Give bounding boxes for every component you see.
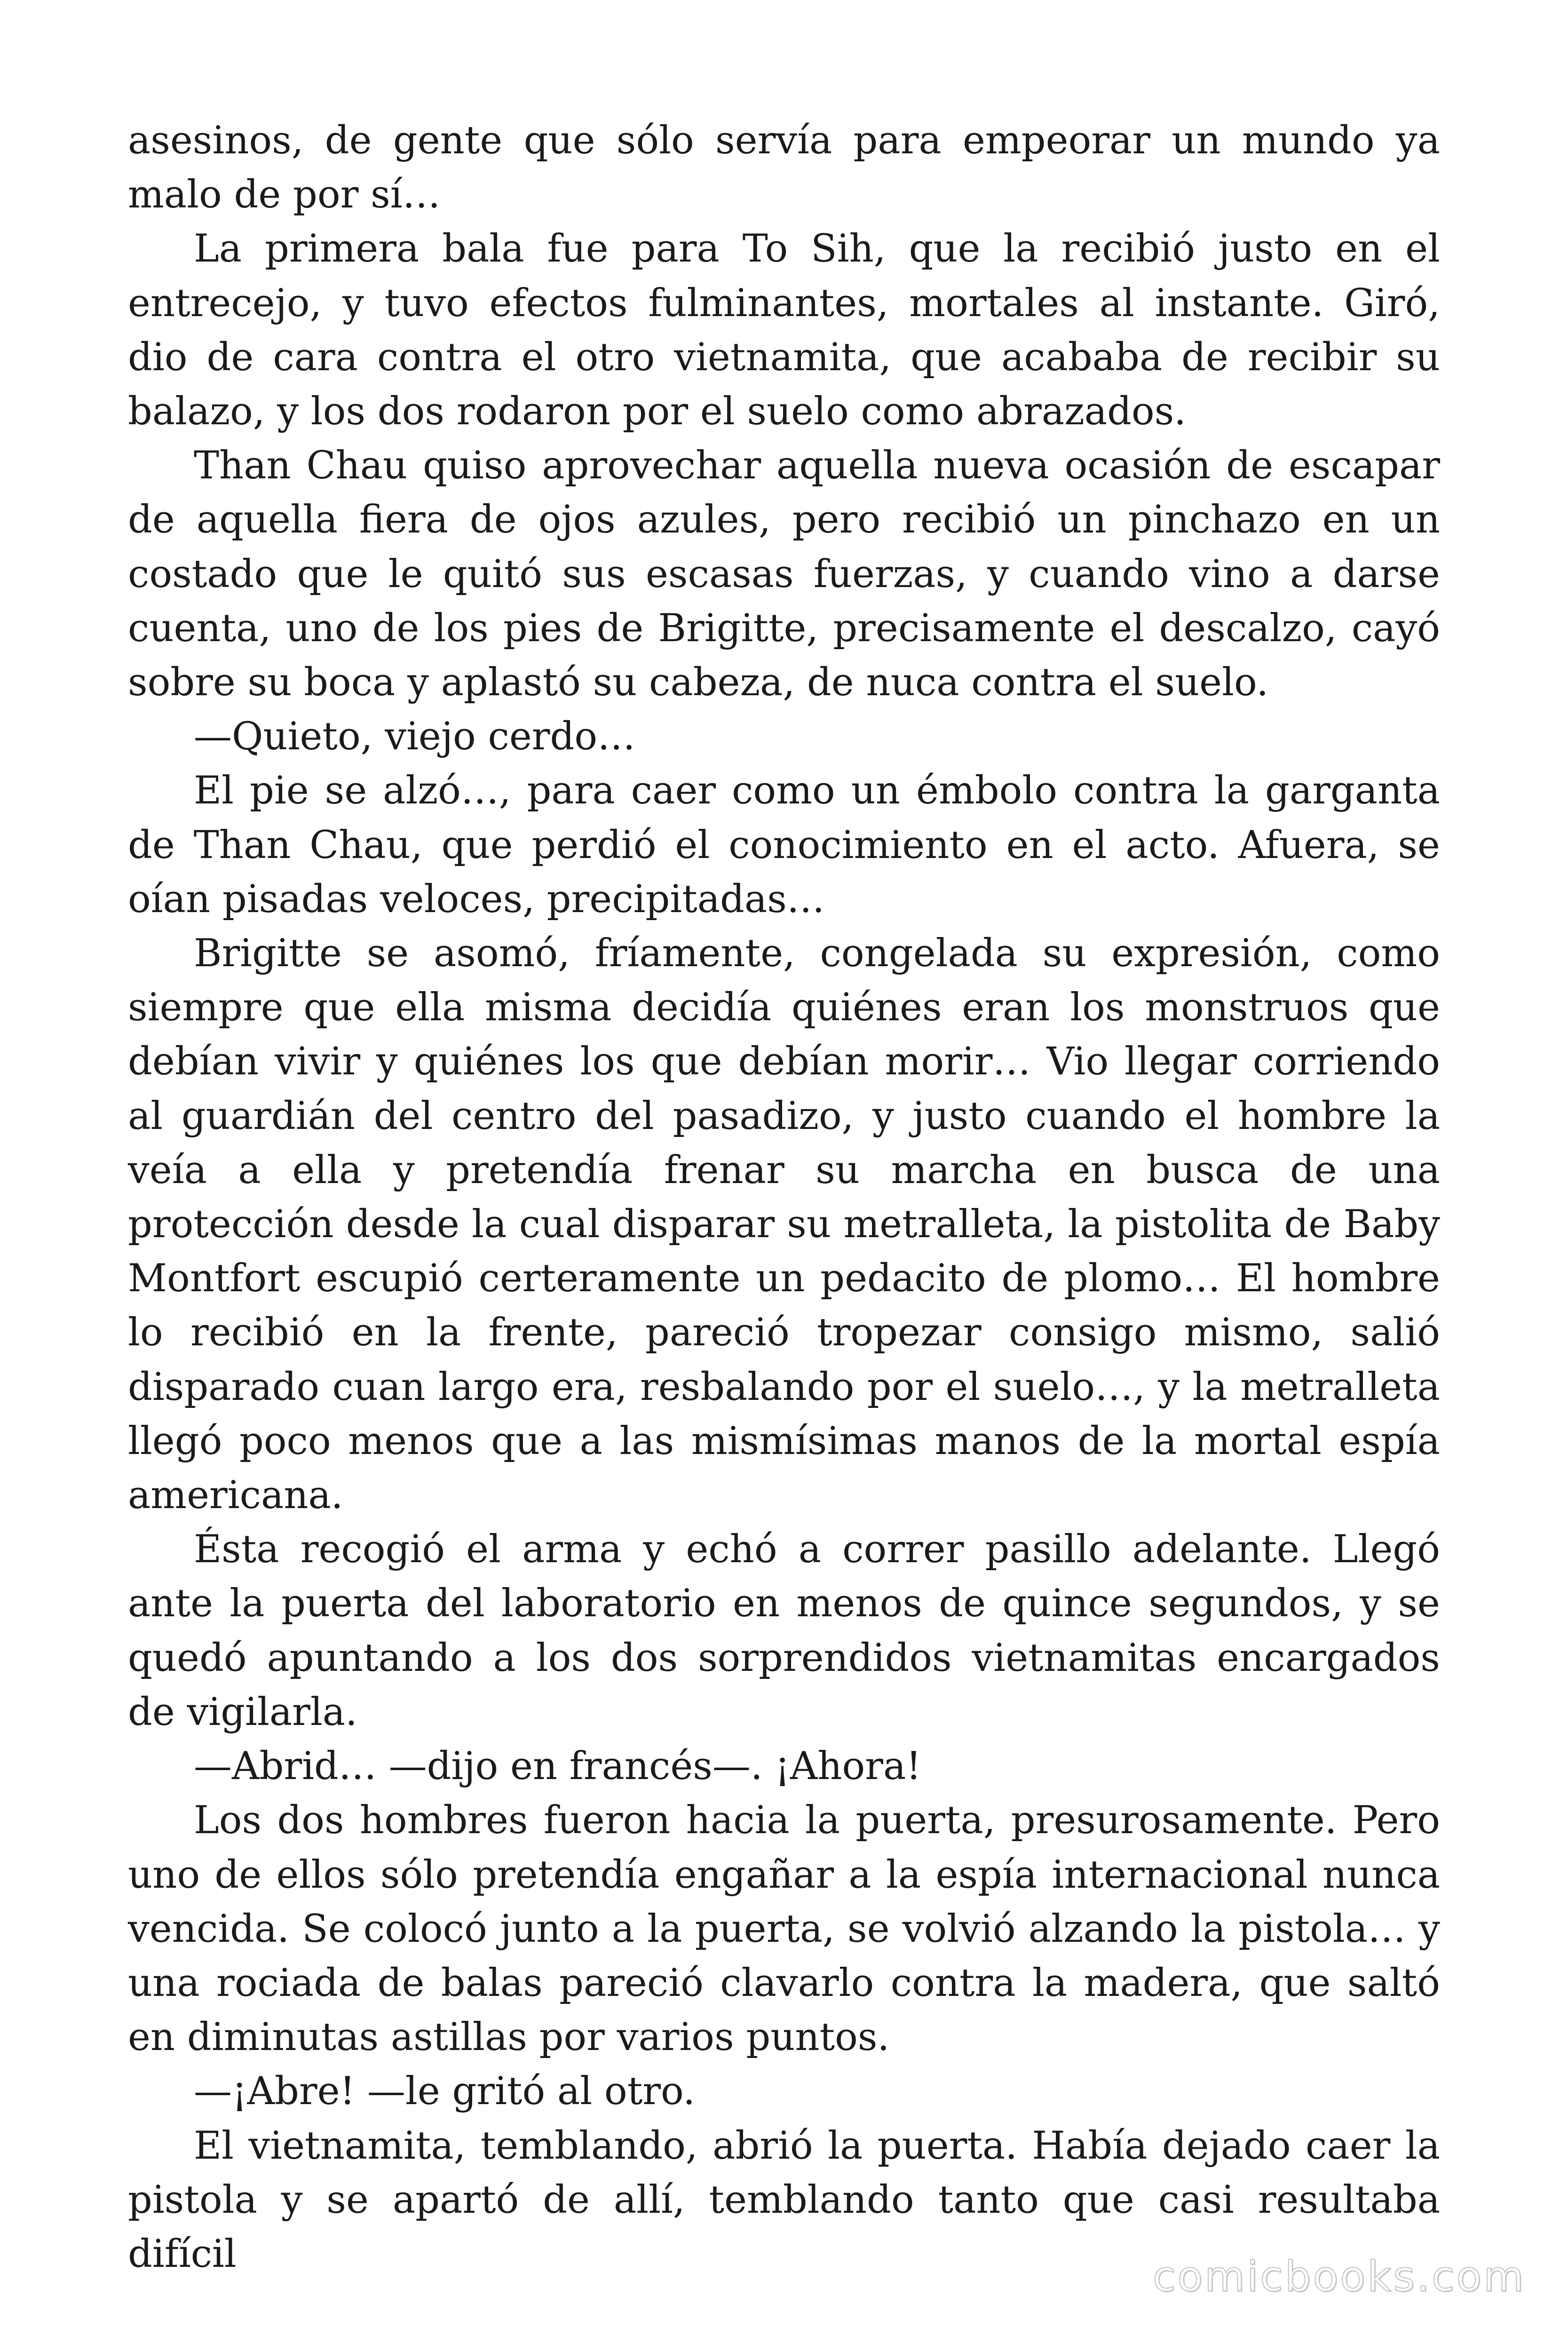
paragraph-2: La primera bala fue para To Sih, que la recibió justo en el entrecejo, y tuvo efectos fulminantes, mortales al instante. Giró, dio de cara contra el otro vietnamita, que acababa de recibir su balazo, y los dos rodaron por el suelo como abrazados. [128,227,1440,434]
paragraph-8: —Abrid… —dijo en francés—. ¡Ahora! [194,1744,921,1789]
paragraph-6: Brigitte se asomó, fríamente, congelada su expresión, como siempre que ella misma decidía quiénes eran los monstruos que debían vivir y quiénes los que debían morir… Vio llegar corriendo al guardián del centro del pasadizo, y justo cuando el hombre la veía a ella y pretendía frenar su marcha en busca de una protección desde la cual disparar su metralleta, la pistolita de Baby Montfort escupió certeramente un pedacito de plomo… El hombre lo recibió en la frente, pareció tropezar consigo mismo, salió disparado cuan largo era, resbalando por el suelo…, y la metralleta llegó poco menos que a las mismísimas manos de la mortal espía americana. [128,931,1440,1518]
paragraph-3: Than Chau quiso aprovechar aquella nueva ocasión de escapar de aquella fiera de ojos azules, pero recibió un pinchazo en un costado que le quitó sus escasas fuerzas, y cuando vino a darse cuenta, uno de los pies de Brigitte, precisamente el descalzo, cayó sobre su boca y aplastó su cabeza, de nuca contra el suelo. [128,444,1440,705]
paragraph-5: El pie se alzó…, para caer como un émbolo contra la garganta de Than Chau, que perdió el conocimiento en el acto. Afuera, se oían pisadas veloces, precipitadas… [128,769,1440,922]
book-page-text [128,114,1440,2276]
site-watermark: comicbooks.com [1152,2252,1526,2301]
paragraph-1: asesinos, de gente que sólo servía para empeorar un mundo ya malo de por sí… [128,119,1440,217]
paragraph-4: —Quieto, viejo cerdo… [194,715,636,759]
paragraph-11: El vietnamita, temblando, abrió la puerta. Había dejado caer la pistola y se apartó de allí, temblando tanto que casi resultaba difícil [128,2123,1440,2276]
paragraph-7: Ésta recogió el arma y echó a correr pasillo adelante. Llegó ante la puerta del laboratorio en menos de quince segundos, y se quedó apuntando a los dos sorprendidos vietnamitas encargados de vigilarla. [128,1527,1440,1734]
paragraph-10: —¡Abre! —le gritó al otro. [194,2069,696,2114]
paragraph-9: Los dos hombres fueron hacia la puerta, presurosamente. Pero uno de ellos sólo pretendía engañar a la espía internacional nunca vencida. Se colocó junto a la puerta, se volvió alzando la pistola… y una rociada de balas pareció clavarlo contra la madera, que saltó en diminutas astillas por varios puntos. [128,1798,1440,2060]
